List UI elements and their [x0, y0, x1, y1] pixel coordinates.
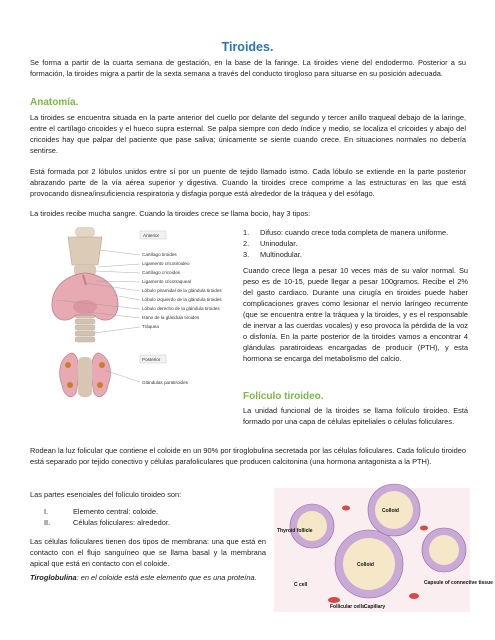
partes-list	[44, 506, 264, 528]
label-lobulo-piramidal: Lóbulo piramidal de la glándula tiroides	[142, 288, 222, 293]
list-item: II. Células foliculares: alrededor.	[44, 518, 170, 527]
label-capillary: Capillary	[364, 604, 386, 610]
page-title: Tiroides.	[221, 40, 274, 54]
label-cartilago-tiroides: Cartílago tiroides	[142, 252, 177, 257]
anatomia-paragraph-2: Está formada por 2 lóbulos unidos entre sí por un puente de tejido llamado istmo. Cada lóbulo se extiende en la parte posterior abrazando parte de la vía aérea superior y digestiva. Cuando la tiroides crece comprime a las estructuras en las que está provocando disnea/insuficiencia respiratoria y disfagia porque está alrededor de la tráquea y del esófago.	[30, 167, 466, 198]
label-glandulas-paratiroides: Glándulas paratiroides	[142, 380, 188, 385]
thyroid-anterior-illustration	[52, 227, 118, 342]
label-ligamento-cricotraqueal: Ligamento cricotraqueal	[142, 279, 192, 284]
tiroglobulina-note: Tiroglobulina: en el coloide está este elemento que es una proteína.	[30, 573, 257, 582]
list-item: 2. Uninodular.	[243, 239, 298, 248]
anatomia-paragraph-3: La tiroides recibe mucha sangre. Cuando la tiroides crece se llama bocio, hay 3 tipos:	[30, 209, 311, 218]
label-lobulo-derecho: Lóbulo derecho de la glándula tiroides	[142, 306, 220, 311]
thyroid-follicle-figure	[274, 488, 493, 612]
growth-paragraph: Cuando crece llega a pesar 10 veces más de su valor normal. Su peso es de 10-15, puede llegar a pesar 100gramos. Recibe el 2% del gasto cardiaco. Durante una cirugía en tiroides puede haber complicaciones graves como lesionar el nervio laríngeo recurrente (que se encuentra entre la tráquea y la tiroides, y es el responsable de inervar a las cuerdas vocales) y eso provoca la pérdida de la voz o disfonía. En la parte posterior de la tiroides vamos a encontrar 4 glándulas paratiroideas encargadas de producir (PTH), y esta hormona se encarga del metabolismo del calcio.	[243, 266, 468, 363]
list-item: 3. Multinodular.	[243, 250, 302, 259]
label-posterior: Posterior	[142, 357, 161, 362]
label-anterior: Anterior	[143, 233, 160, 238]
intro-paragraph: Se forma a partir de la cuarta semana de gestación, en la base de la faringe. La tiroides viene del endodermo. Posterior a su formación, la tiroides migra a partir de la sexta semana a través del conducto tirogloso para situarse en su posición adecuada.	[30, 58, 466, 78]
membrana-paragraph: Las células foliculares tienen dos tipos de membrana: una que está en contacto con el flujo sanguíneo que se llama basal y la membrana apical que está en contacto con el coloide.	[30, 537, 266, 568]
thyroid-anatomy-figure	[28, 225, 236, 410]
partes-intro: Las partes esenciales del folículo tiroideo son:	[30, 490, 182, 499]
label-colloid-top: Colloid	[382, 508, 399, 514]
anatomia-paragraph-1: La tiroides se encuentra situada en la parte anterior del cuello por delante del segundo y tercer anillo traqueal debajo de la laringe, entre el cartílago cricoides y el hueco supra esternal. Se palpa siempre con dedo índice y medio, se localiza el cricoides y abajo del cricoides hay que palpar del paciente que pase saliva; únicamente se siente cuando crece. En situaciones normales no debería sentirse.	[30, 113, 466, 155]
label-c-cell: C cell	[294, 582, 308, 588]
label-cartilago-cricoides: Cartílago cricoides	[142, 270, 181, 275]
thyroid-posterior-illustration	[60, 353, 111, 397]
label-lobulo-izquierdo: Lóbulo izquierdo de la glándula tiroides	[142, 297, 222, 302]
coloide-paragraph: Rodean la luz folicular que contiene el coloide en un 90% por tiroglobulina secretada por las células foliculares. Cada folículo tiroideo está separado por tejido conectivo y células parafoliculares que producen calcitonina (una hormona antagonista a la PTH).	[30, 446, 466, 466]
follicle-left	[290, 504, 334, 548]
list-item: I. Elemento central: coloide.	[44, 507, 159, 516]
label-ligamento-cricotiroideo: Ligamento cricotiroideo	[142, 261, 190, 266]
label-traquea: Tráquea	[142, 324, 159, 329]
label-follicular-cells: Follicular cells	[330, 604, 365, 610]
label-thyroid-follicle: Thyroid follicle	[277, 528, 313, 534]
label-istmo: Istmo de la glándula tiroides	[142, 315, 200, 320]
label-colloid-center: Colloid	[357, 562, 374, 568]
bocio-types-list	[243, 227, 468, 260]
foliculo-paragraph: La unidad funcional de la tiroides se llama folículo tiroideo. Está formado por una capa de células epiteliales o células foliculares.	[243, 406, 468, 426]
anatomia-heading: Anatomía.	[30, 97, 79, 108]
list-item: 1. Difuso: cuando crece toda completa de manera uniforme.	[243, 228, 449, 237]
follicle-right	[422, 528, 466, 572]
label-capsule: Capsule of connective tissue	[424, 580, 493, 586]
foliculo-heading: Folículo tiroideo.	[243, 391, 324, 402]
